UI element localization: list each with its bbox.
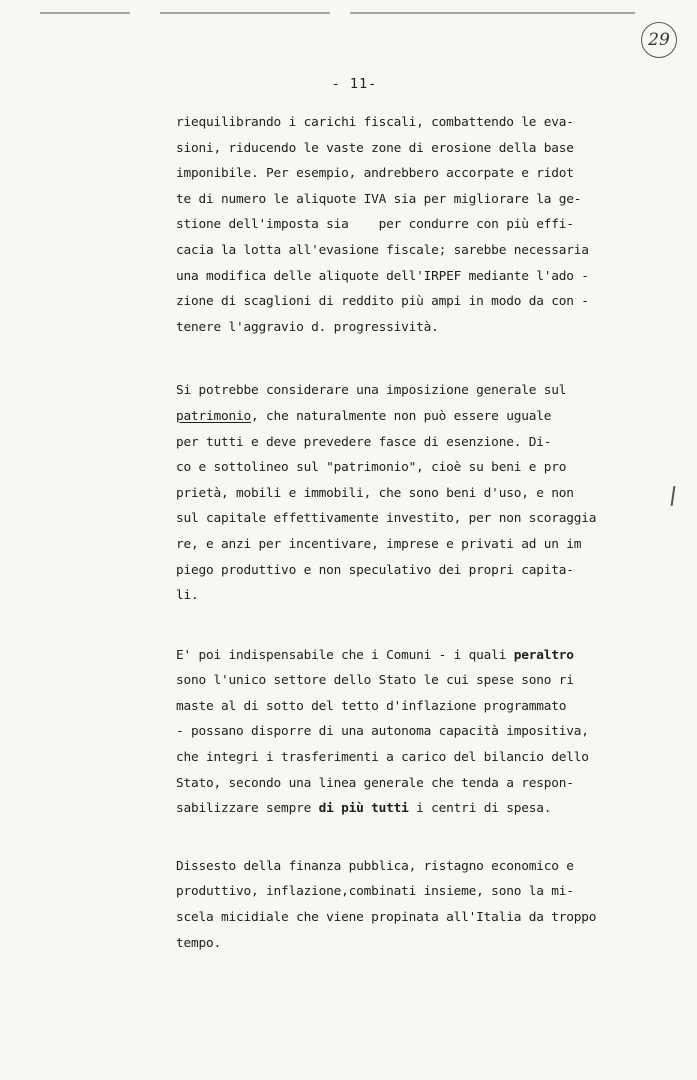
text-line: riequilibrando i carichi fiscali, combattendo le eva- (176, 115, 574, 130)
text-line: tempo. (176, 935, 222, 951)
text-line: per tutti e deve prevedere fasce di esenzione. Di- (176, 434, 552, 450)
text-line-underlined-patrimonio: patrimonio, che naturalmente non può essere uguale (176, 408, 552, 424)
text-line: E' poi indispensabile che i Comuni - i quali peraltro (176, 647, 574, 663)
text-line: sioni, riducendo le vaste zone di erosione della base (176, 140, 574, 156)
paragraph-2 (176, 378, 676, 608)
page-number (0, 76, 697, 92)
text-line: produttivo, inflazione,combinati insieme, sono la mi- (176, 884, 574, 900)
text-line: stione dell'imposta sia per condurre con più effi- (176, 217, 574, 233)
top-rule-right (350, 12, 635, 14)
text-line: tenere l'aggravio d. progressività. (176, 319, 439, 335)
text-line: cacia la lotta all'evasione fiscale; sarebbe necessaria (176, 242, 589, 258)
text-line: - possano disporre di una autonoma capacità impositiva, (176, 724, 589, 740)
text-line: prietà, mobili e immobili, che sono beni d'uso, e non (176, 485, 574, 501)
text-line: che integri i trasferimenti a carico del bilancio dello (176, 750, 589, 766)
top-rule-left (40, 12, 130, 14)
page-number-text: - 11- (331, 76, 378, 92)
text-line: Dissesto della finanza pubblica, ristagno economico e (176, 858, 574, 874)
paragraph-spacer (176, 340, 676, 378)
archive-number-stamp: 29 (641, 22, 677, 58)
paragraph-1 (176, 110, 676, 340)
document-body (176, 110, 676, 956)
text-line: scela micidiale che viene propinata all'Italia da troppo (176, 910, 597, 926)
text-line: sabilizzare sempre di più tutti i centri di spesa. (176, 801, 552, 817)
emphasis-text: peraltro (513, 647, 574, 663)
text-line: li. (176, 588, 199, 604)
text-line: Stato, secondo una linea generale che tenda a respon- (176, 775, 574, 791)
emphasis-text: di più tutti (318, 801, 409, 817)
paragraph-spacer (176, 609, 676, 643)
text-line: piego produttivo e non speculativo dei propri capita- (176, 562, 574, 578)
text-line: re, e anzi per incentivare, imprese e privati ad un im (176, 536, 582, 552)
text-line: co e sottolineo sul "patrimonio", cioè su beni e pro (176, 460, 567, 476)
text-line: imponibile. Per esempio, andrebbero accorpate e ridot (176, 166, 574, 182)
paragraph-3 (176, 643, 676, 822)
text-line: Si potrebbe considerare una imposizione generale sul (176, 383, 567, 399)
emphasis-text: patrimonio (176, 408, 252, 424)
top-rule-mid (160, 12, 330, 14)
text-line: sono l'unico settore dello Stato le cui spese sono ri (176, 673, 574, 689)
text-line: te di numero le aliquote IVA sia per migliorare la ge- (176, 191, 582, 207)
text-line: sul capitale effettivamente investito, per non scoraggia (176, 511, 597, 527)
text-line: una modifica delle aliquote dell'IRPEF mediante l'ado - (176, 268, 589, 284)
text-line: zione di scaglioni di reddito più ampi in modo da con - (176, 294, 589, 310)
paragraph-spacer (176, 822, 676, 854)
paragraph-4 (176, 854, 676, 956)
text-line: maste al di sotto del tetto d'inflazione programmato (176, 698, 567, 714)
